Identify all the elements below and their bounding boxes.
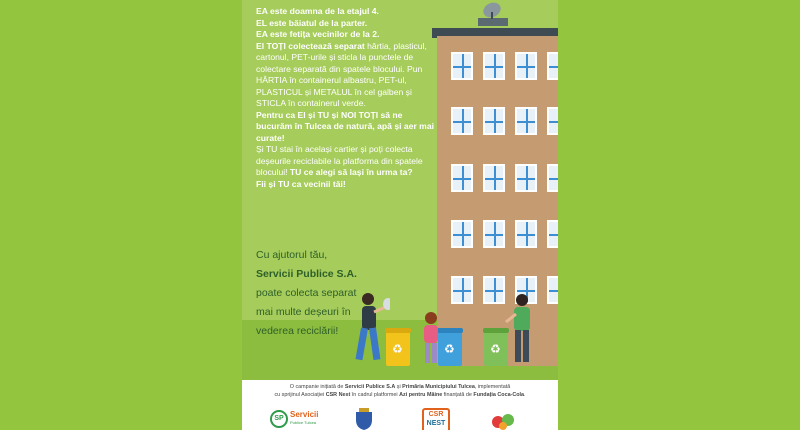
footer-bold-part: Fundația Coca-Cola: [473, 392, 525, 398]
window: [547, 52, 558, 80]
footer-bold-part: Azi pentru Mâine: [399, 392, 443, 398]
window: [451, 164, 473, 192]
window: [547, 164, 558, 192]
footer-text-part: și: [395, 384, 403, 390]
window: [483, 220, 505, 248]
window: [483, 52, 505, 80]
cta-line-3: poate colecta separat: [256, 287, 357, 299]
footer-bold-part: CSR Nest: [325, 392, 351, 398]
sp-logo-mark: SP: [270, 410, 288, 428]
recycle-icon: ♻: [490, 342, 501, 356]
call-neighbors: Fii și TU ca vecinii tăi!: [256, 178, 346, 189]
window: [483, 164, 505, 192]
window: [451, 220, 473, 248]
window: [483, 107, 505, 135]
footer-text-part: , implementată: [474, 384, 511, 390]
cta-company: Servicii Publice S.A.: [256, 268, 357, 280]
footer-bold-part: Servicii Publice S.A: [344, 384, 396, 390]
collect-rest: hârtia, plasticul, cartonul, PET-urile și sticla la punctele de colectare separată din spatele blocului. Pun HÂRTIA în containerul albastru, PET-ul, PLASTICUL și METALUL în cel galben și STICLA în containerul verde.: [256, 40, 427, 108]
story-line-2: EL este băiatul de la parter.: [256, 17, 368, 28]
apartment-building: [437, 36, 558, 366]
window: [515, 52, 537, 80]
collect-paragraph: [256, 41, 434, 110]
window: [547, 220, 558, 248]
girl-illustration: [418, 310, 444, 366]
azi-pentru-maine-logo-icon: [488, 410, 518, 430]
call-to-nature: Pentru ca El și TU și NOI TOȚI să ne bucurăm în Tulcea de natură, apă și aer mai curate!: [256, 109, 434, 143]
servicii-publice-logo: [270, 406, 322, 430]
footer-text-part: O campanie inițiată de: [289, 384, 345, 390]
cta-line-4: mai multe deșeuri în: [256, 306, 351, 318]
story-text: [256, 6, 434, 190]
call-paragraph: [256, 144, 434, 179]
satellite-dish-icon: [472, 0, 512, 26]
collect-bold: El TOȚI colectează separat: [256, 40, 365, 51]
window: [451, 52, 473, 80]
story-line-1: EA este doamna de la etajul 4.: [256, 6, 379, 16]
csr-nest-logo: [422, 408, 450, 430]
footer-bold-part: Primăria Municipiului Tulcea: [402, 384, 475, 390]
logo-servicii-text: Servicii: [290, 410, 319, 419]
window: [451, 107, 473, 135]
call-question: TU ce alegi să lași în urma ta?: [287, 167, 413, 177]
poster: [242, 0, 558, 430]
window: [483, 276, 505, 304]
footer-text-part: în cadrul platformei: [350, 392, 400, 398]
footer-text-part: cu sprijinul Asociației: [274, 392, 326, 398]
recycle-icon: ♻: [392, 342, 403, 356]
recycle-icon: ♻: [444, 342, 455, 356]
window: [515, 220, 537, 248]
logo-publice-text: Publice Tulcea: [290, 420, 317, 425]
footer-text-part: .: [524, 392, 526, 398]
footer-text-part: finanțată de: [442, 392, 474, 398]
window: [547, 107, 558, 135]
window: [515, 107, 537, 135]
window: [451, 276, 473, 304]
man-illustration: [504, 292, 534, 366]
story-line-3: EA este fetița vecinilor de la 2.: [256, 29, 380, 39]
footer: [242, 380, 558, 430]
window: [547, 276, 558, 304]
call-plain: Și TU stai în același cartier și poți colecta deșeurile reciclabile la platforma din spatele blocului!: [256, 144, 423, 177]
tulcea-coat-of-arms-icon: [352, 408, 376, 430]
footer-credits: [248, 383, 552, 399]
cta-line-5: vederea reciclării!: [256, 325, 339, 337]
cta-line-1: Cu ajutorul tău,: [256, 249, 328, 261]
logo-csr-text: CSR: [428, 411, 444, 418]
cta-text: [256, 246, 406, 341]
window: [515, 164, 537, 192]
logo-nest-text: NEST: [426, 420, 446, 427]
